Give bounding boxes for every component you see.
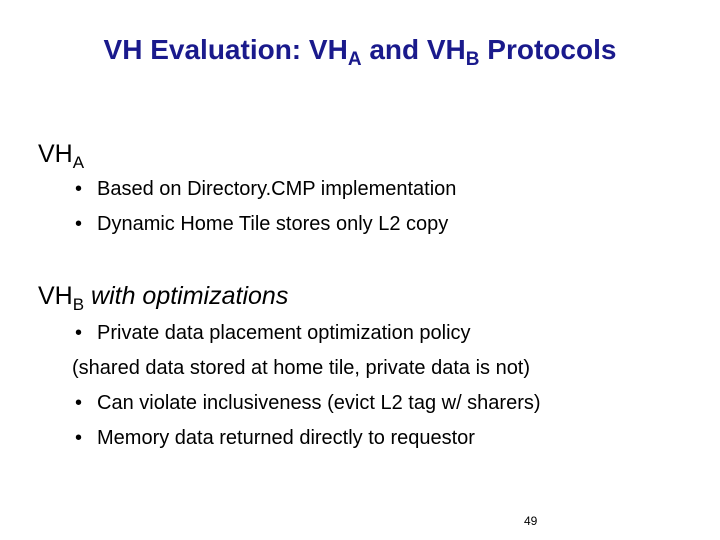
bullet-item: • Can violate inclusiveness (evict L2 tag w/ sharers) — [75, 392, 541, 414]
bullet-item: • Based on Directory.CMP implementation — [75, 178, 457, 200]
continuation-line: (shared data stored at home tile, private data is not) — [72, 357, 531, 379]
section-b-heading: $VH_B$ with optimizations — [38, 282, 289, 314]
bullet-item: • Memory data returned directly to requestor — [75, 427, 475, 449]
section-b-bullets — [72, 316, 541, 456]
bullet-item: • Private data placement optimization policy — [75, 322, 471, 344]
section-a-heading: $VH_A$ — [38, 140, 85, 172]
section-a-bullets — [75, 172, 456, 242]
bullet-item: • Dynamic Home Tile stores only L2 copy — [75, 213, 449, 235]
page-number: 49 — [524, 514, 538, 528]
slide-title: VH Evaluation: $VH_A$ and $VH_B$ Protocols — [103, 34, 617, 70]
